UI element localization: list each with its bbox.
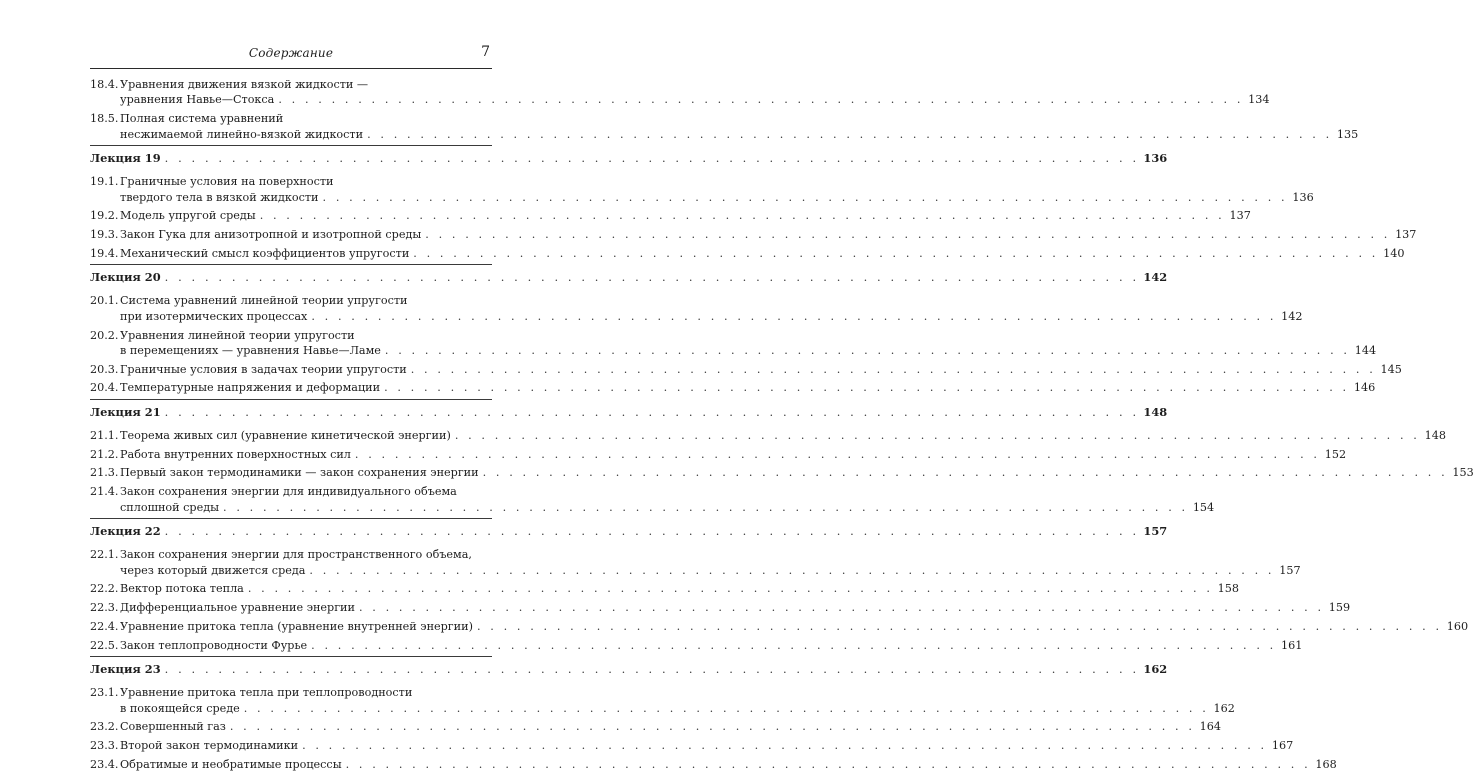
toc-entry-number: 19.1. <box>90 175 119 189</box>
toc-entry-last-line <box>120 92 1270 107</box>
toc-entry-last-line <box>120 581 1239 596</box>
toc-entry-title-line: уравнения Навье—Стокса <box>120 93 275 107</box>
toc-entry-title-line: Уравнение притока тепла (уравнение внутренней энергии) <box>120 619 473 633</box>
dot-leader: . . . . . . . . . . . . . . . . . . . . . . . . . . . . . . . . . . . . . . . . . . . . . . . . . . . . . . . . . . . . . . . . . . . . . . . . . <box>223 500 1189 514</box>
toc-entry-last-line <box>120 343 1376 358</box>
dot-leader: . . . . . . . . . . . . . . . . . . . . . . . . . . . . . . . . . . . . . . . . . . . . . . . . . . . . . . . . . . . . . . . . . . . . . . . . . <box>164 270 1140 285</box>
toc-entry[interactable] <box>90 600 1351 615</box>
toc-entry-number: 19.4. <box>90 246 119 260</box>
lecture-page: 157 <box>1143 524 1168 539</box>
dot-leader: . . . . . . . . . . . . . . . . . . . . . . . . . . . . . . . . . . . . . . . . . . . . . . . . . . . . . . . . . . . . . . . . . . . . . . . . . <box>482 466 1448 480</box>
toc-entry[interactable] <box>90 757 1337 772</box>
toc-entry-title-line: Полная система уравнений <box>120 112 284 126</box>
toc-entry-title-line: Температурные напряжения и деформации <box>120 381 381 395</box>
toc-entry-page: 142 <box>1281 309 1303 323</box>
toc-entry-page: 159 <box>1328 601 1351 615</box>
toc-entry[interactable] <box>90 447 1347 462</box>
dot-leader: . . . . . . . . . . . . . . . . . . . . . . . . . . . . . . . . . . . . . . . . . . . . . . . . . . . . . . . . . . . . . . . . . . . . . . . . . <box>311 638 1277 652</box>
toc-entry-last-line <box>120 563 1301 578</box>
toc-entry[interactable] <box>90 428 1446 443</box>
toc-entry-number: 23.3. <box>90 739 119 753</box>
toc-entry-body <box>120 208 1251 223</box>
toc-entry-number: 18.4. <box>90 78 119 91</box>
toc-entry-body <box>120 484 1214 515</box>
dot-leader: . . . . . . . . . . . . . . . . . . . . . . . . . . . . . . . . . . . . . . . . . . . . . . . . . . . . . . . . . . . . . . . . . . . . . . . . . <box>229 720 1196 734</box>
toc-entry-last-line <box>120 246 1404 261</box>
toc-entry-last-line <box>120 380 1375 395</box>
toc-entry-body <box>120 600 1350 615</box>
toc-entry[interactable] <box>90 111 1359 142</box>
lecture-title: Лекция 21 <box>90 405 161 420</box>
dot-leader: . . . . . . . . . . . . . . . . . . . . . . . . . . . . . . . . . . . . . . . . . . . . . . . . . . . . . . . . . . . . . . . . . . . . . . . . . <box>384 343 1351 357</box>
toc-entry[interactable] <box>90 362 1402 377</box>
toc-entry-page: 164 <box>1199 720 1222 734</box>
toc-entry-title-line: при изотермических процессах <box>120 309 308 323</box>
toc-entry-page: 135 <box>1336 127 1359 141</box>
toc-entry-page: 161 <box>1280 638 1303 652</box>
toc-entry-number: 19.2. <box>90 209 119 223</box>
dot-leader: . . . . . . . . . . . . . . . . . . . . . . . . . . . . . . . . . . . . . . . . . . . . . . . . . . . . . . . . . . . . . . . . . . . . . . . . . <box>476 619 1443 633</box>
toc-entry-title-line: Закон теплопроводности Фурье <box>120 638 308 652</box>
lecture-page: 162 <box>1143 662 1168 677</box>
toc-entry-body <box>120 685 1235 716</box>
dot-leader: . . . . . . . . . . . . . . . . . . . . . . . . . . . . . . . . . . . . . . . . . . . . . . . . . . . . . . . . . . . . . . . . . . . . . . . . . <box>413 246 1379 260</box>
toc-entry-number: 20.1. <box>90 294 119 308</box>
toc-entry-last-line <box>120 738 1293 753</box>
toc-entry-number: 21.1. <box>90 429 119 443</box>
dot-leader: . . . . . . . . . . . . . . . . . . . . . . . . . . . . . . . . . . . . . . . . . . . . . . . . . . . . . . . . . . . . . . . . . . . . . . . . . <box>259 209 1225 223</box>
toc-entry-body <box>120 738 1293 753</box>
toc-entry-last-line <box>120 428 1446 443</box>
toc-entry-last-line <box>120 619 1468 634</box>
dot-leader: . . . . . . . . . . . . . . . . . . . . . . . . . . . . . . . . . . . . . . . . . . . . . . . . . . . . . . . . . . . . . . . . . . . . . . . . . <box>358 601 1325 615</box>
toc-entry[interactable] <box>90 227 1417 242</box>
toc-entry-number: 23.4. <box>90 757 119 771</box>
toc-entry-page: 136 <box>1292 190 1314 204</box>
toc-entry-title-line: Граничные условия в задачах теории упругости <box>120 362 407 376</box>
toc-entry-title-line: Уравнения линейной теории упругости <box>120 328 355 342</box>
toc-entry-number: 23.2. <box>90 720 119 734</box>
toc-entry-title-line: Закон сохранения энергии для индивидуального объема <box>120 485 457 499</box>
toc-entry[interactable] <box>90 328 1377 359</box>
section-rule <box>90 145 492 146</box>
toc-entry-body <box>120 77 1270 108</box>
toc-entry-title-line: Второй закон термодинамики <box>120 739 299 753</box>
toc-entry-title-line: твердого тела в вязкой жидкости <box>120 190 319 204</box>
table-of-contents <box>90 77 1474 775</box>
toc-entry-body <box>120 619 1468 634</box>
toc-entry-body <box>120 328 1376 359</box>
toc-entry-number: 23.1. <box>90 686 119 700</box>
section-rule <box>90 656 492 657</box>
toc-entry-title-line: Граничные условия на поверхности <box>120 175 334 189</box>
toc-entry-number: 22.1. <box>90 548 119 562</box>
toc-entry-page: 160 <box>1446 619 1469 633</box>
running-header <box>90 46 492 66</box>
toc-entry-body <box>120 246 1404 261</box>
section-rule <box>90 264 492 265</box>
toc-entry[interactable] <box>90 465 1474 480</box>
running-header-title: Содержание <box>248 46 334 60</box>
toc-entry-title-line: Закон сохранения энергии для пространственного объема, <box>120 548 472 562</box>
toc-entry-title-line: через который движется среда <box>120 563 306 577</box>
header-rule <box>90 68 492 69</box>
dot-leader: . . . . . . . . . . . . . . . . . . . . . . . . . . . . . . . . . . . . . . . . . . . . . . . . . . . . . . . . . . . . . . . . . . . . . . . . . <box>278 93 1244 107</box>
toc-entry-title-line: Совершенный газ <box>120 720 226 734</box>
lecture-title: Лекция 19 <box>90 151 161 166</box>
toc-entry-last-line <box>120 500 1214 515</box>
toc-entry-title-line: Закон Гука для анизотропной и изотропной среды <box>120 228 422 242</box>
toc-entry-page: 154 <box>1192 500 1215 514</box>
toc-entry-last-line <box>120 701 1235 716</box>
toc-entry-title-line: Механический смысл коэффициентов упругости <box>120 246 410 260</box>
toc-entry-page: 144 <box>1354 343 1377 357</box>
toc-entry[interactable] <box>90 246 1405 261</box>
toc-entry-page: 137 <box>1229 209 1251 223</box>
toc-entry[interactable] <box>90 77 1270 108</box>
toc-entry-number: 21.4. <box>90 485 119 499</box>
lecture-title: Лекция 23 <box>90 662 161 677</box>
toc-entry-last-line <box>120 465 1474 480</box>
lecture-page: 136 <box>1143 151 1168 166</box>
toc-entry[interactable] <box>90 380 1376 395</box>
toc-entry-number: 19.3. <box>90 228 119 242</box>
toc-entry-number: 22.2. <box>90 582 119 596</box>
lecture-heading[interactable] <box>90 661 1168 677</box>
toc-entry-page: 134 <box>1248 93 1270 107</box>
toc-entry-title-line: в перемещениях — уравнения Навье—Ламе <box>120 343 381 357</box>
lecture-heading[interactable] <box>90 150 1168 166</box>
toc-entry-number: 21.2. <box>90 447 119 461</box>
toc-entry[interactable] <box>90 638 1303 653</box>
toc-entry-body <box>120 581 1239 596</box>
dot-leader: . . . . . . . . . . . . . . . . . . . . . . . . . . . . . . . . . . . . . . . . . . . . . . . . . . . . . . . . . . . . . . . . . . . . . . . . . <box>243 701 1209 715</box>
lecture-heading[interactable] <box>90 269 1168 285</box>
toc-entry[interactable] <box>90 293 1303 324</box>
toc-entry-page: 140 <box>1383 246 1405 260</box>
toc-entry-page: 168 <box>1315 757 1337 771</box>
toc-entry-title-line: Модель упругой среды <box>120 209 256 223</box>
toc-entry-last-line <box>120 309 1303 324</box>
toc-entry-body <box>120 428 1446 443</box>
toc-entry-last-line <box>120 638 1302 653</box>
toc-entry-last-line <box>120 757 1337 772</box>
toc-entry-title-line: Обратимые и необратимые процессы <box>120 757 342 771</box>
toc-entry-title-line: Вектор потока тепла <box>120 582 244 596</box>
toc-entry-last-line <box>120 719 1221 734</box>
lecture-heading[interactable] <box>90 404 1168 420</box>
toc-entry-last-line <box>120 190 1314 205</box>
toc-entry-last-line <box>120 600 1350 615</box>
dot-leader: . . . . . . . . . . . . . . . . . . . . . . . . . . . . . . . . . . . . . . . . . . . . . . . . . . . . . . . . . . . . . . . . . . . . . . . . . <box>311 309 1277 323</box>
dot-leader: . . . . . . . . . . . . . . . . . . . . . . . . . . . . . . . . . . . . . . . . . . . . . . . . . . . . . . . . . . . . . . . . . . . . . . . . . <box>322 190 1288 204</box>
lecture-page: 148 <box>1143 405 1168 420</box>
lecture-title: Лекция 22 <box>90 524 161 539</box>
toc-entry-page: 137 <box>1395 228 1417 242</box>
toc-entry-number: 20.2. <box>90 328 119 342</box>
toc-entry-number: 22.4. <box>90 619 119 633</box>
dot-leader: . . . . . . . . . . . . . . . . . . . . . . . . . . . . . . . . . . . . . . . . . . . . . . . . . . . . . . . . . . . . . . . . . . . . . . . . . <box>410 362 1376 376</box>
toc-entry-title-line: Система уравнений линейной теории упругости <box>120 294 408 308</box>
toc-entry-body <box>120 547 1301 578</box>
toc-entry-title-line: в покоящейся среде <box>120 701 240 715</box>
toc-entry-last-line <box>120 362 1402 377</box>
dot-leader: . . . . . . . . . . . . . . . . . . . . . . . . . . . . . . . . . . . . . . . . . . . . . . . . . . . . . . . . . . . . . . . . . . . . . . . . . <box>309 563 1275 577</box>
toc-entry-last-line <box>120 227 1416 242</box>
toc-entry-title-line: несжимаемой линейно-вязкой жидкости <box>120 127 364 141</box>
toc-entry-number: 18.5. <box>90 112 119 126</box>
dot-leader: . . . . . . . . . . . . . . . . . . . . . . . . . . . . . . . . . . . . . . . . . . . . . . . . . . . . . . . . . . . . . . . . . . . . . . . . . <box>367 127 1333 141</box>
lecture-page: 142 <box>1143 270 1168 285</box>
toc-entry-body <box>120 447 1346 462</box>
dot-leader: . . . . . . . . . . . . . . . . . . . . . . . . . . . . . . . . . . . . . . . . . . . . . . . . . . . . . . . . . . . . . . . . . . . . . . . . . <box>354 447 1321 461</box>
toc-entry-title-line: Первый закон термодинамики — закон сохранения энергии <box>120 466 479 480</box>
toc-entry[interactable] <box>90 484 1215 515</box>
page-number: 7 <box>481 44 490 60</box>
toc-entry[interactable] <box>90 208 1251 223</box>
toc-entry-number: 20.3. <box>90 362 119 376</box>
toc-entry-title-line: Уравнение притока тепла при теплопроводности <box>120 686 413 700</box>
toc-entry-title-line: Теорема живых сил (уравнение кинетической энергии) <box>120 429 451 443</box>
toc-entry-page: 145 <box>1380 362 1402 376</box>
toc-entry-number: 22.3. <box>90 601 119 615</box>
toc-entry-page: 152 <box>1324 447 1347 461</box>
toc-entry-body <box>120 227 1416 242</box>
toc-entry-last-line <box>120 447 1346 462</box>
toc-entry-title-line: Работа внутренних поверхностных сил <box>120 447 351 461</box>
dot-leader: . . . . . . . . . . . . . . . . . . . . . . . . . . . . . . . . . . . . . . . . . . . . . . . . . . . . . . . . . . . . . . . . . . . . . . . . . <box>164 524 1140 539</box>
toc-entry[interactable] <box>90 738 1294 753</box>
toc-entry-number: 20.4. <box>90 381 119 395</box>
toc-entry-number: 21.3. <box>90 466 119 480</box>
dot-leader: . . . . . . . . . . . . . . . . . . . . . . . . . . . . . . . . . . . . . . . . . . . . . . . . . . . . . . . . . . . . . . . . . . . . . . . . . <box>164 662 1140 677</box>
toc-entry-body <box>120 111 1358 142</box>
dot-leader: . . . . . . . . . . . . . . . . . . . . . . . . . . . . . . . . . . . . . . . . . . . . . . . . . . . . . . . . . . . . . . . . . . . . . . . . . <box>384 381 1350 395</box>
lecture-heading[interactable] <box>90 523 1168 539</box>
toc-entry[interactable] <box>90 547 1301 578</box>
toc-entry-title-line: Дифференциальное уравнение энергии <box>120 601 355 615</box>
toc-entry-title-line: сплошной среды <box>120 500 220 514</box>
toc-entry[interactable] <box>90 581 1240 596</box>
toc-entry-page: 157 <box>1279 563 1301 577</box>
toc-entry-body <box>120 362 1402 377</box>
toc-entry-title-line: Уравнения движения вязкой жидкости — <box>120 78 369 91</box>
toc-entry-body <box>120 465 1474 480</box>
dot-leader: . . . . . . . . . . . . . . . . . . . . . . . . . . . . . . . . . . . . . . . . . . . . . . . . . . . . . . . . . . . . . . . . . . . . . . . . . <box>345 757 1311 771</box>
toc-entry[interactable] <box>90 174 1314 205</box>
toc-entry-body <box>120 719 1221 734</box>
toc-entry-body <box>120 757 1337 772</box>
dot-leader: . . . . . . . . . . . . . . . . . . . . . . . . . . . . . . . . . . . . . . . . . . . . . . . . . . . . . . . . . . . . . . . . . . . . . . . . . <box>164 405 1140 420</box>
toc-entry-body <box>120 638 1302 653</box>
toc-entry[interactable] <box>90 719 1222 734</box>
lecture-title: Лекция 20 <box>90 270 161 285</box>
toc-entry[interactable] <box>90 685 1235 716</box>
toc-entry-body <box>120 380 1375 395</box>
toc-entry-body <box>120 293 1303 324</box>
dot-leader: . . . . . . . . . . . . . . . . . . . . . . . . . . . . . . . . . . . . . . . . . . . . . . . . . . . . . . . . . . . . . . . . . . . . . . . . . <box>302 739 1268 753</box>
dot-leader: . . . . . . . . . . . . . . . . . . . . . . . . . . . . . . . . . . . . . . . . . . . . . . . . . . . . . . . . . . . . . . . . . . . . . . . . . <box>164 151 1140 166</box>
toc-entry[interactable] <box>90 619 1469 634</box>
section-rule <box>90 399 492 400</box>
dot-leader: . . . . . . . . . . . . . . . . . . . . . . . . . . . . . . . . . . . . . . . . . . . . . . . . . . . . . . . . . . . . . . . . . . . . . . . . . <box>454 429 1420 443</box>
dot-leader: . . . . . . . . . . . . . . . . . . . . . . . . . . . . . . . . . . . . . . . . . . . . . . . . . . . . . . . . . . . . . . . . . . . . . . . . . <box>425 228 1391 242</box>
toc-entry-page: 146 <box>1353 381 1376 395</box>
toc-entry-page: 153 <box>1452 466 1474 480</box>
toc-entry-last-line <box>120 127 1358 142</box>
toc-entry-last-line <box>120 208 1251 223</box>
section-rule <box>90 518 492 519</box>
dot-leader: . . . . . . . . . . . . . . . . . . . . . . . . . . . . . . . . . . . . . . . . . . . . . . . . . . . . . . . . . . . . . . . . . . . . . . . . . <box>247 582 1214 596</box>
toc-entry-page: 148 <box>1424 429 1446 443</box>
toc-entry-page: 162 <box>1213 701 1235 715</box>
toc-entry-page: 158 <box>1217 582 1240 596</box>
toc-entry-body <box>120 174 1314 205</box>
toc-entry-number: 22.5. <box>90 638 119 652</box>
toc-entry-page: 167 <box>1271 739 1294 753</box>
